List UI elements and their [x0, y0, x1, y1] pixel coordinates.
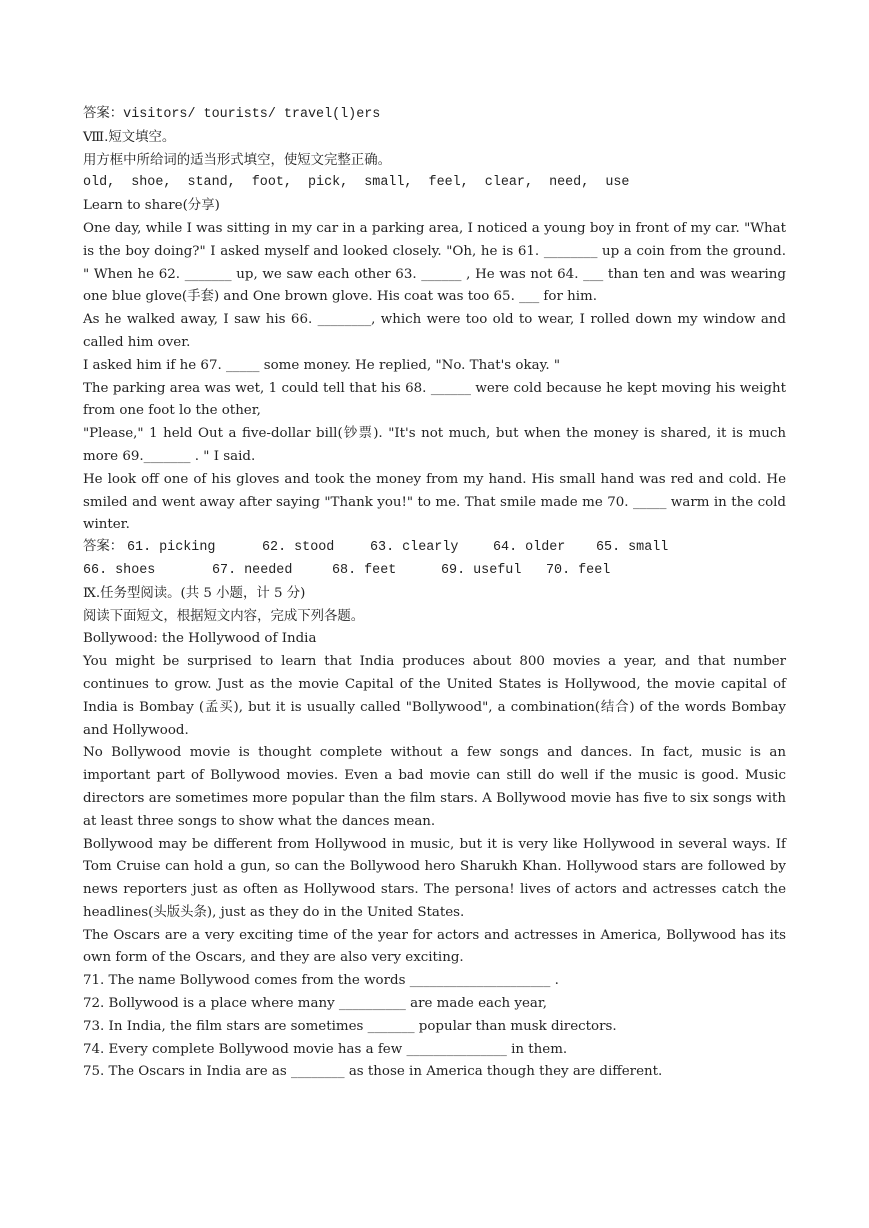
answer-item: 63. clearly	[370, 540, 459, 556]
answer-item: 64. older	[493, 540, 566, 556]
question-71: 71. The name Bollywood comes from the words _____________________ .	[83, 973, 559, 989]
previous-answer: 答案：visitors/ tourists/ travel(l)ers	[83, 107, 381, 122]
reading-paragraph: Bollywood may be different from Hollywood in music, but it is very like Hollywood in several ways. If Tom Cruise can hold a gun, so can the Bollywood hero Sharukh Khan. Hollywood stars are followed by news reporters just as often as Hollywood stars. The persona! lives of actors and actresses catch the headlines(头版头条), just as they do in the United States.	[83, 836, 786, 920]
passage-paragraph: I asked him if he 67. _____ some money. He replied, "No. That's okay. "	[83, 357, 561, 373]
document-page	[83, 104, 786, 1084]
section-8-instruction: 用方框中所给词的适当形式填空，使短文完整正确。	[83, 152, 391, 168]
question-75: 75. The Oscars in India are as ________ as those in America though they are different.	[83, 1064, 663, 1080]
word-box: old, shoe, stand, foot, pick, small, feel, clear, need, use	[83, 175, 630, 191]
section-9-instruction: 阅读下面短文，根据短文内容，完成下列各题。	[83, 608, 365, 624]
question-73: 73. In India, the film stars are sometimes _______ popular than musk directors.	[83, 1018, 617, 1034]
section-9-heading: Ⅸ.任务型阅读。(共 5 小题，计 5 分)	[83, 585, 306, 601]
reading-paragraph: You might be surprised to learn that India produces about 800 movies a year, and that number continues to grow. Just as the movie Capital of the United States is Hollywood, the movie capital of India is Bombay (孟买), but it is usually called "Bollywood", a combination(结合) of the words Bombay and Hollywood.	[83, 654, 786, 738]
passage-paragraph: "Please," 1 held Out a five-dollar bill(钞票). "It's not much, but when the money is shared, it is much more 69._______ . " I said.	[83, 426, 786, 464]
answer-label: 答案：	[83, 540, 124, 556]
passage-paragraph: He look off one of his gloves and took the money from my hand. His small hand was red and cold. He smiled and went away after saying "Thank you!" to me. That smile made me 70. _____ warm in the cold winter.	[83, 471, 786, 533]
question-72: 72. Bollywood is a place where many __________ are made each year,	[83, 996, 548, 1012]
answer-key-row	[83, 537, 786, 560]
answer-item: 67. needed	[212, 562, 293, 578]
answer-item: 62. stood	[262, 540, 335, 556]
reading-title: Bollywood: the Hollywood of India	[83, 631, 317, 647]
reading-paragraph: The Oscars are a very exciting time of the year for actors and actresses in America, Bollywood has its own form of the Oscars, and they are also very exciting.	[83, 927, 786, 966]
question-74: 74. Every complete Bollywood movie has a few _______________ in them.	[83, 1041, 568, 1057]
answer-item: 66. shoes	[83, 562, 156, 578]
section-8-heading: Ⅷ.短文填空。	[83, 129, 176, 145]
reading-paragraph: No Bollywood movie is thought complete without a few songs and dances. In fact, music is an important part of Bollywood movies. Even a bad movie can still do well if the music is good. Music directors are sometimes more popular than the film stars. A Bollywood movie has five to six songs with at least three songs to show what the dances mean.	[83, 745, 786, 829]
answer-key-row	[83, 560, 786, 583]
answer-item: 68. feet	[332, 562, 397, 578]
answer-item: 65. small	[596, 540, 669, 556]
answer-item: 69. useful	[441, 562, 522, 578]
passage-paragraph: One day, while I was sitting in my car in a parking area, I noticed a young boy in front of my car. "What is the boy doing?" I asked myself and looked closely. "Oh, he is 61. ________ up a coin from the ground. " When he 62. _______ up, we saw each other 63. ______ , He was not 64. ___ than ten and was wearing one blue glove(手套) and One brown glove. His coat was too 65. ___ for him.	[83, 220, 786, 305]
passage-title: Learn to share(分享)	[83, 198, 220, 214]
passage-paragraph: The parking area was wet, 1 could tell that his 68. ______ were cold because he kept moving his weight from one foot lo the other,	[83, 380, 786, 419]
passage-paragraph: As he walked away, I saw his 66. ________, which were too old to wear, I rolled down my window and called him over.	[83, 312, 786, 350]
answer-item: 61. picking	[127, 540, 216, 556]
answer-item: 70. feel	[546, 562, 611, 578]
